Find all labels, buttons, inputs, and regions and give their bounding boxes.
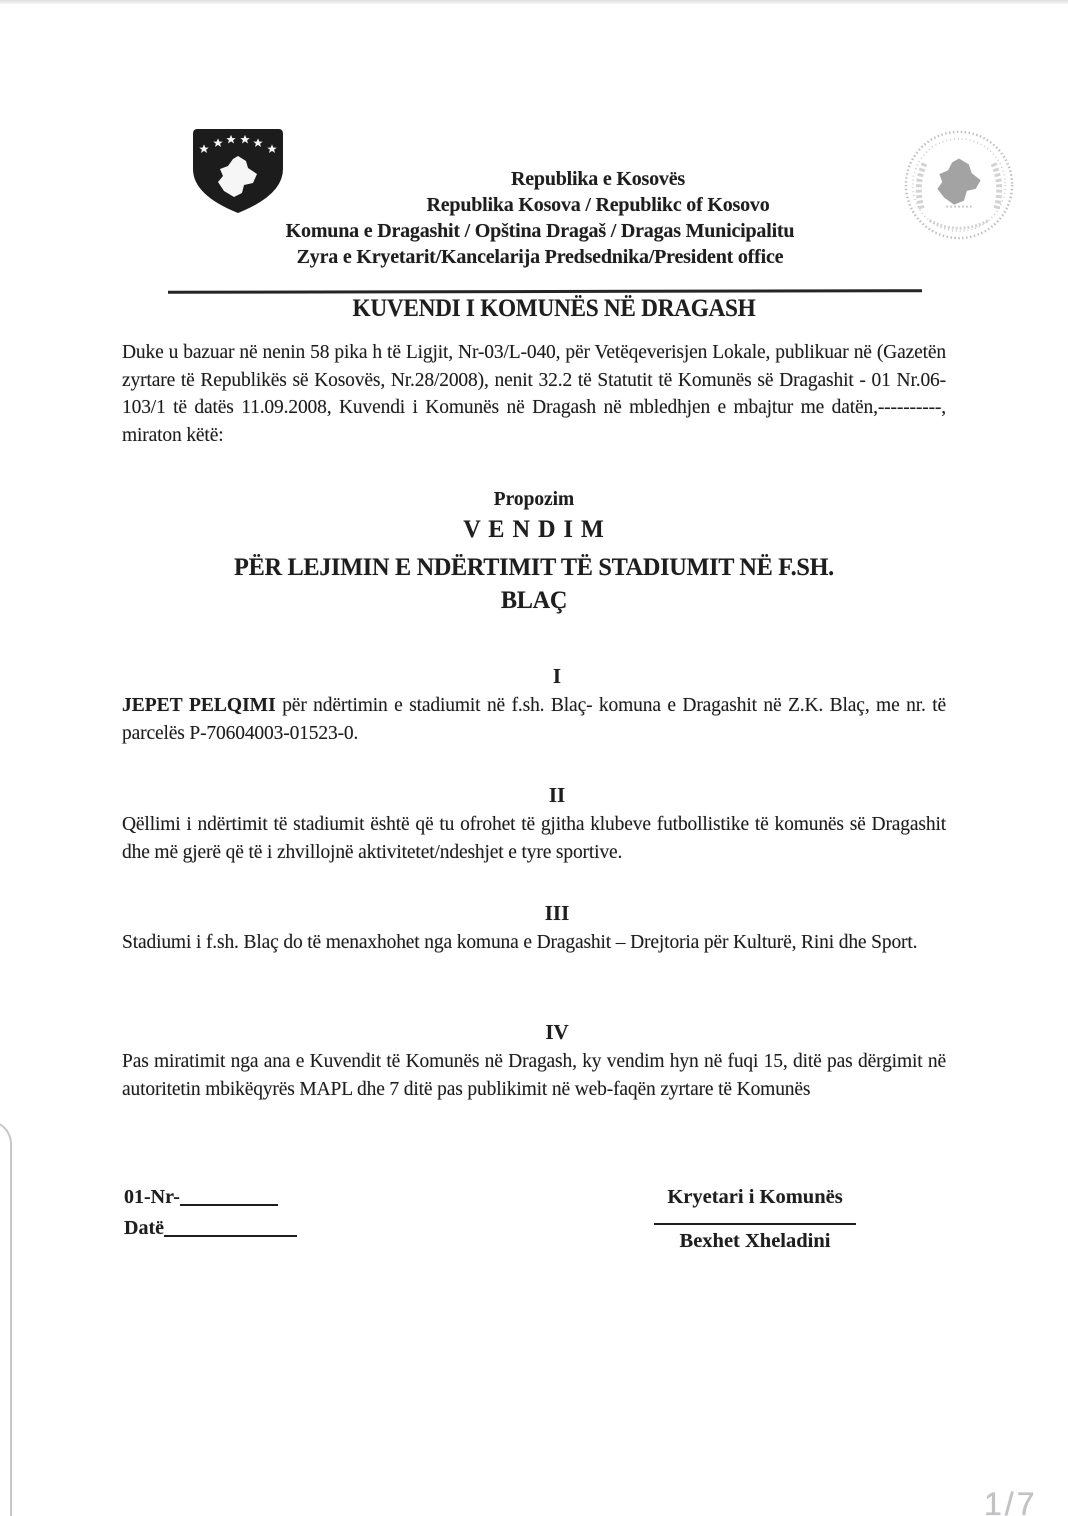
section-4 [122,1020,946,1103]
section-numeral: IV [545,1020,569,1044]
letterhead [125,166,955,270]
section-paragraph [122,692,946,747]
decision-subtitle-line1: PËR LEJIMIN E NDËRTIMIT TË STADIUMIT NË F.SH. [234,554,834,581]
section-paragraph [122,929,946,957]
letterhead-line-municipality: Komuna e Dragashit / Opština Dragaš / Dragas Municipalitu [285,220,795,242]
date-label: Datë [124,1217,164,1239]
section-3 [122,901,946,957]
decision-title: V E N D I M [463,516,605,543]
date-blank-line [164,1235,297,1237]
signature-left-block [124,1186,297,1248]
decision-heading [140,488,928,617]
preamble-paragraph: Duke u bazuar në nenin 58 pika h të Ligjit, Nr-03/L-040, për Vetëqeverisjen Lokale, publikuar në (Gazetën zyrtare të Republikës së Kosovës, Nr.28/2008), nenit 32.2 të Statutit të Komunës së Dragashit - 01 Nr.06-103/1 të datës 11.09.2008, Kuvendi i Komunës në Dragash në mbledhjen e mbajtur me datën,----------, miraton këtë: [122,342,946,446]
section-text: Stadiumi i f.sh. Blaç do të menaxhohet nga komuna e Dragashit – Drejtoria për Kulturë, Rini dhe Sport. [122,932,918,953]
section-text: Qëllimi i ndërtimit të stadiumit është që tu ofrohet të gjitha klubeve futbollistike të komunës së Dragashit dhe më gjerë që të i zhvillojnë aktivitetet/ndeshjet e tyre sportive. [122,814,946,863]
section-numeral: III [544,901,570,925]
signature-right-block [600,1186,910,1253]
decision-kicker: Propozim [493,488,575,510]
letterhead-line-office: Zyra e Kryetarit/Kancelarija Predsednika/President office [296,246,784,268]
section-1 [122,664,946,747]
section-text: Pas miratimit nga ana e Kuvendit të Komunës në Dragash, ky vendim hyn në fuqi 15, ditë pas dërgimit në autoritetin mbikëqyrës MAPL dhe 7 ditë pas publikimit në web-faqën zyrtare të Komunës [122,1051,946,1100]
section-paragraph [122,1048,946,1103]
letterhead-line-republic-multi: Republika Kosova / Republikc of Kosovo [426,194,770,216]
mayor-title: Kryetari i Komunës [667,1186,843,1208]
section-2 [122,783,946,866]
letterhead-line-republic-sq: Republika e Kosovës [510,168,685,190]
header-divider [168,289,922,293]
section-numeral: I [552,664,562,688]
assembly-title: KUVENDI I KOMUNËS NË DRAGASH [352,295,756,322]
decision-subtitle-line2: BLAÇ [500,587,568,614]
section-text: për ndërtimin e stadiumit në f.sh. Blaç- komuna e Dragashit në Z.K. Blaç, me nr. të parcelës P-70604003-01523-0. [122,695,946,744]
section-lead: JEPET PELQIMI [122,695,276,716]
section-numeral: II [548,783,566,807]
page-indicator: 1/7 [984,1486,1038,1516]
number-label: 01-Nr- [124,1186,180,1208]
number-blank-line [180,1204,278,1206]
scan-top-edge [0,0,1068,4]
signature-line [654,1223,856,1225]
next-page-corner-edge [0,1120,12,1516]
mayor-name: Bexhet Xheladini [679,1230,831,1252]
section-paragraph [122,811,946,866]
